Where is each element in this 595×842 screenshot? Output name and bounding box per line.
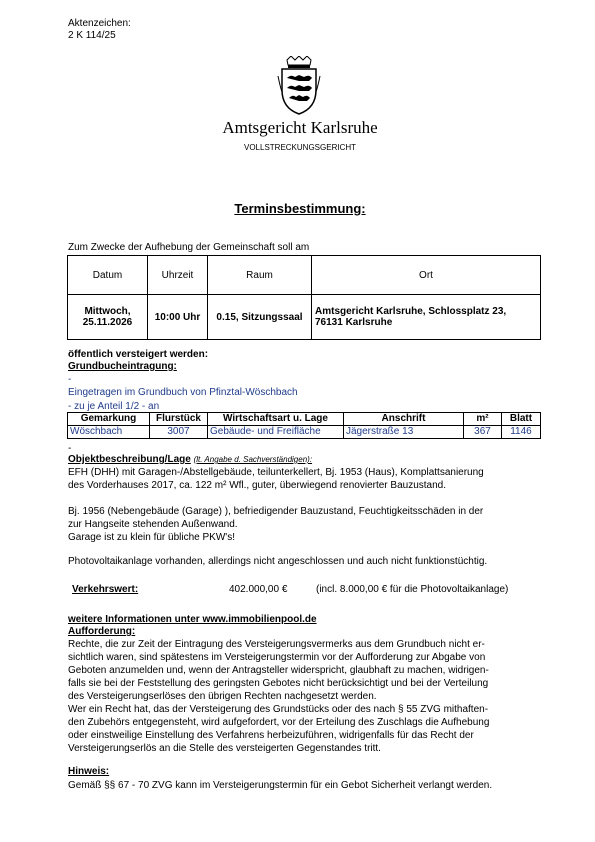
- object-description-2-line1: Bj. 1956 (Nebengebäude (Garage) ), befriedigender Bauzustand, Feuchtigkeitsschäden in der: [68, 506, 484, 517]
- court-department: VOLLSTRECKUNGSGERICHT: [243, 143, 357, 152]
- object-description-2: [68, 505, 543, 544]
- parcel-header-gemarkung: Gemarkung: [68, 413, 150, 426]
- land-register-heading: Grundbucheintragung:: [68, 361, 177, 372]
- case-number-label: Aktenzeichen:: [68, 18, 131, 29]
- object-heading: Objektbeschreibung/Lage: [68, 454, 191, 465]
- request-line: oder einstweilige Einstellung des Verfahrens herbeizuführen, widrigenfalls für das Recht der: [68, 730, 474, 741]
- land-register-share: - zu je Anteil 1/2 - an: [68, 401, 160, 412]
- parcel-table: [67, 412, 541, 439]
- schedule-date: [68, 295, 148, 340]
- request-line: falls sie bei der Feststellung des geringsten Gebotes nicht berücksichtigt und bei der Verteilung: [68, 678, 489, 689]
- schedule-header-time: Uhrzeit: [148, 256, 208, 295]
- market-value-note: (incl. 8.000,00 € für die Photovoltaikanlage): [316, 584, 509, 595]
- schedule-place-line2: 76131 Karlsruhe: [315, 317, 393, 328]
- parcel-blatt: 1146: [502, 426, 541, 439]
- schedule-place-line1: Amtsgericht Karlsruhe, Schlossplatz 23,: [315, 306, 507, 317]
- land-register-entry: Eingetragen im Grundbuch von Pfinztal-Wöschbach: [68, 387, 298, 398]
- parcel-gemarkung: Wöschbach: [68, 426, 150, 439]
- parcel-anschrift: Jägerstraße 13: [344, 426, 464, 439]
- schedule-header-date: Datum: [68, 256, 148, 295]
- page-title: Terminsbestimmung:: [234, 201, 366, 216]
- object-heading-line: [68, 454, 312, 465]
- parcel-wirtschaftsart: Gebäude- und Freifläche: [208, 426, 344, 439]
- schedule-date-value: 25.11.2026: [82, 317, 133, 328]
- schedule-table: [67, 255, 541, 340]
- schedule-place: [312, 295, 541, 340]
- note-heading: Hinweis:: [68, 766, 110, 777]
- request-line: Geboten anzumelden und, wenn der Antragsteller widerspricht, glaubhaft zu machen, widrigen-: [68, 665, 489, 676]
- object-description-1: [68, 466, 543, 492]
- object-dash: -: [68, 443, 72, 454]
- schedule-header-place: Ort: [312, 256, 541, 295]
- intro-text: Zum Zwecke der Aufhebung der Gemeinschaft soll am: [68, 242, 310, 253]
- table-row: [68, 426, 541, 439]
- request-heading: Aufforderung:: [68, 626, 136, 637]
- object-description-2-line2: zur Hangseite stehenden Außenwand.: [68, 519, 238, 530]
- schedule-room: 0.15, Sitzungssaal: [208, 295, 312, 340]
- parcel-header-area: m²: [464, 413, 502, 426]
- parcel-area: 367: [464, 426, 502, 439]
- request-line: den Zubehörs entgegensteht, wird aufgefordert, vor der Erteilung des Zuschlags die Aufhebung: [68, 717, 490, 728]
- parcel-header-anschrift: Anschrift: [344, 413, 464, 426]
- schedule-value-row: [68, 295, 541, 340]
- auction-statement: öffentlich versteigert werden:: [68, 349, 209, 360]
- object-heading-note: (lt. Angabe d. Sachverständigen):: [193, 455, 313, 464]
- note-text: Gemäß §§ 67 - 70 ZVG kann im Versteigerungstermin für ein Gebot Sicherheit verlangt werden.: [68, 780, 493, 791]
- coat-of-arms-icon: [276, 56, 322, 116]
- parcel-header-blatt: Blatt: [502, 413, 541, 426]
- schedule-header-row: [68, 256, 541, 295]
- object-description-1-line2: des Vorderhauses 2017, ca. 122 m² Wfl., guter, überwiegend renovierter Bauzustand.: [68, 480, 446, 491]
- parcel-header-wirtschaftsart: Wirtschaftsart u. Lage: [208, 413, 344, 426]
- object-description-3: Photovoltaikanlage vorhanden, allerdings nicht angeschlossen und auch nicht funktionstüchtig.: [68, 556, 488, 567]
- case-number-block: [68, 18, 131, 42]
- request-text: [68, 638, 543, 755]
- schedule-time: 10:00 Uhr: [148, 295, 208, 340]
- market-value: 402.000,00 €: [229, 584, 288, 595]
- parcel-flurstueck: 3007: [150, 426, 208, 439]
- request-line: des Versteigerungserlöses den übrigen Rechten nachgesetzt werden.: [68, 691, 377, 702]
- request-line: sichtlich waren, sind spätestens im Versteigerungstermin vor der Aufforderung zur Abgabe von: [68, 652, 486, 663]
- market-value-label: Verkehrswert:: [72, 584, 139, 595]
- object-description-2-line3: Garage ist zu klein für übliche PKW's!: [68, 532, 235, 543]
- object-description-1-line1: EFH (DHH) mit Garagen-/Abstellgebäude, teilunterkellert, Bj. 1953 (Haus), Komplattsanierung: [68, 467, 484, 478]
- schedule-weekday: Mittwoch,: [84, 306, 131, 317]
- request-line: Rechte, die zur Zeit der Eintragung des Versteigerungsvermerks aus dem Grundbuch nicht er-: [68, 639, 485, 650]
- court-name: Amtsgericht Karlsruhe: [222, 118, 378, 137]
- case-number: 2 K 114/25: [68, 30, 116, 41]
- request-line: Versteigerungserlös an die Stelle des versteigerten Gegenstandes tritt.: [68, 743, 381, 754]
- request-line: Wer ein Recht hat, das der Versteigerung des Grundstücks oder des nach § 55 ZVG mithaften-: [68, 704, 489, 715]
- parcel-header-row: [68, 413, 541, 426]
- schedule-header-room: Raum: [208, 256, 312, 295]
- info-link[interactable]: weitere Informationen unter www.immobilienpool.de: [68, 614, 317, 625]
- land-register-dash: -: [68, 374, 72, 385]
- parcel-header-flurstueck: Flurstück: [150, 413, 208, 426]
